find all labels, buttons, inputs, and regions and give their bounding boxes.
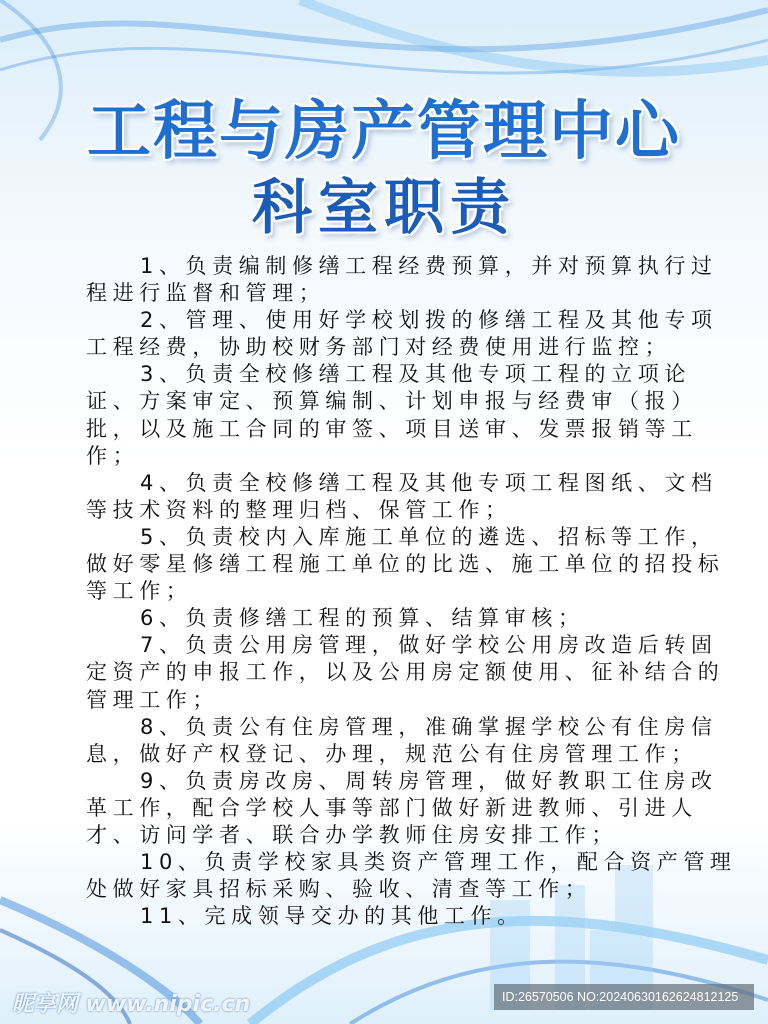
duty-item <box>86 524 725 605</box>
duty-item <box>86 361 706 469</box>
duty-line: 作； <box>86 443 140 468</box>
duty-line: 3、负责全校修缮工程及其他专项工程的立项论 <box>140 362 691 387</box>
duty-line: 10、负责学校家具类资产管理工作，配合资产管理 <box>140 850 737 875</box>
duty-item <box>86 307 718 361</box>
title-line-1: 工程与房产管理中心 <box>87 95 681 169</box>
duty-line: 1、负责编制修缮工程经费预算，并对预算执行过 <box>140 254 718 278</box>
duty-item <box>86 849 737 903</box>
duty-item <box>86 605 706 632</box>
duty-item <box>86 714 718 768</box>
image-id-label: ID:26570506 NO:20240630162624812125 <box>494 984 754 1010</box>
duty-item <box>86 470 718 524</box>
duty-line: 4、负责全校修缮工程及其他专项工程图纸、文档 <box>140 470 718 495</box>
duty-line: 11、完成领导交办的其他工作。 <box>140 904 524 929</box>
duty-line: 处做好家具招标采购、验收、清查等工作； <box>86 877 592 902</box>
duty-line: 定资产的申报工作，以及公用房定额使用、征补结合的 <box>86 660 725 685</box>
title-line-2: 科室职责 <box>252 173 516 243</box>
duty-item <box>86 768 718 849</box>
duty-line: 等工作； <box>86 579 193 604</box>
duty-line: 才、访问学者、联合办学教师住房安排工作； <box>86 822 618 847</box>
duty-line: 工程经费，协助校财务部门对经费使用进行监控； <box>86 335 672 360</box>
duty-line: 革工作，配合学校人事等部门做好新进教师、引进人 <box>86 795 698 820</box>
duty-line: 5、负责校内入库施工单位的遴选、招标等工作， <box>140 524 718 549</box>
duty-line: 9、负责房改房、周转房管理，做好教职工住房改 <box>140 768 718 793</box>
watermark-logo: 昵享网 www.nipic.cn <box>12 992 251 1017</box>
duty-line: 程进行监督和管理； <box>86 281 326 306</box>
duty-item <box>86 903 706 930</box>
duties-list <box>86 253 737 930</box>
duty-line: 批，以及施工合同的审签、项目送审、发票报销等工 <box>86 416 698 441</box>
duty-item <box>86 632 725 713</box>
duty-line: 做好零星修缮工程施工单位的比选、施工单位的招投标 <box>86 552 725 577</box>
duty-item <box>86 253 718 307</box>
duty-line: 8、负责公有住房管理，准确掌握学校公有住房信 <box>140 714 718 739</box>
duty-line: 2、管理、使用好学校划拨的修缮工程及其他专项 <box>140 308 718 333</box>
duty-line: 证、方案审定、预算编制、计划申报与经费审（报） <box>86 389 698 414</box>
duty-line: 7、负责公用房管理，做好学校公用房改造后转固 <box>140 633 718 658</box>
duty-line: 管理工作； <box>86 687 219 712</box>
duty-line: 6、负责修缮工程的预算、结算审核； <box>140 606 585 631</box>
duty-line: 等技术资料的整理归档、保管工作； <box>86 497 512 522</box>
duty-line: 息，做好产权登记、办理，规范公有住房管理工作； <box>86 741 698 766</box>
